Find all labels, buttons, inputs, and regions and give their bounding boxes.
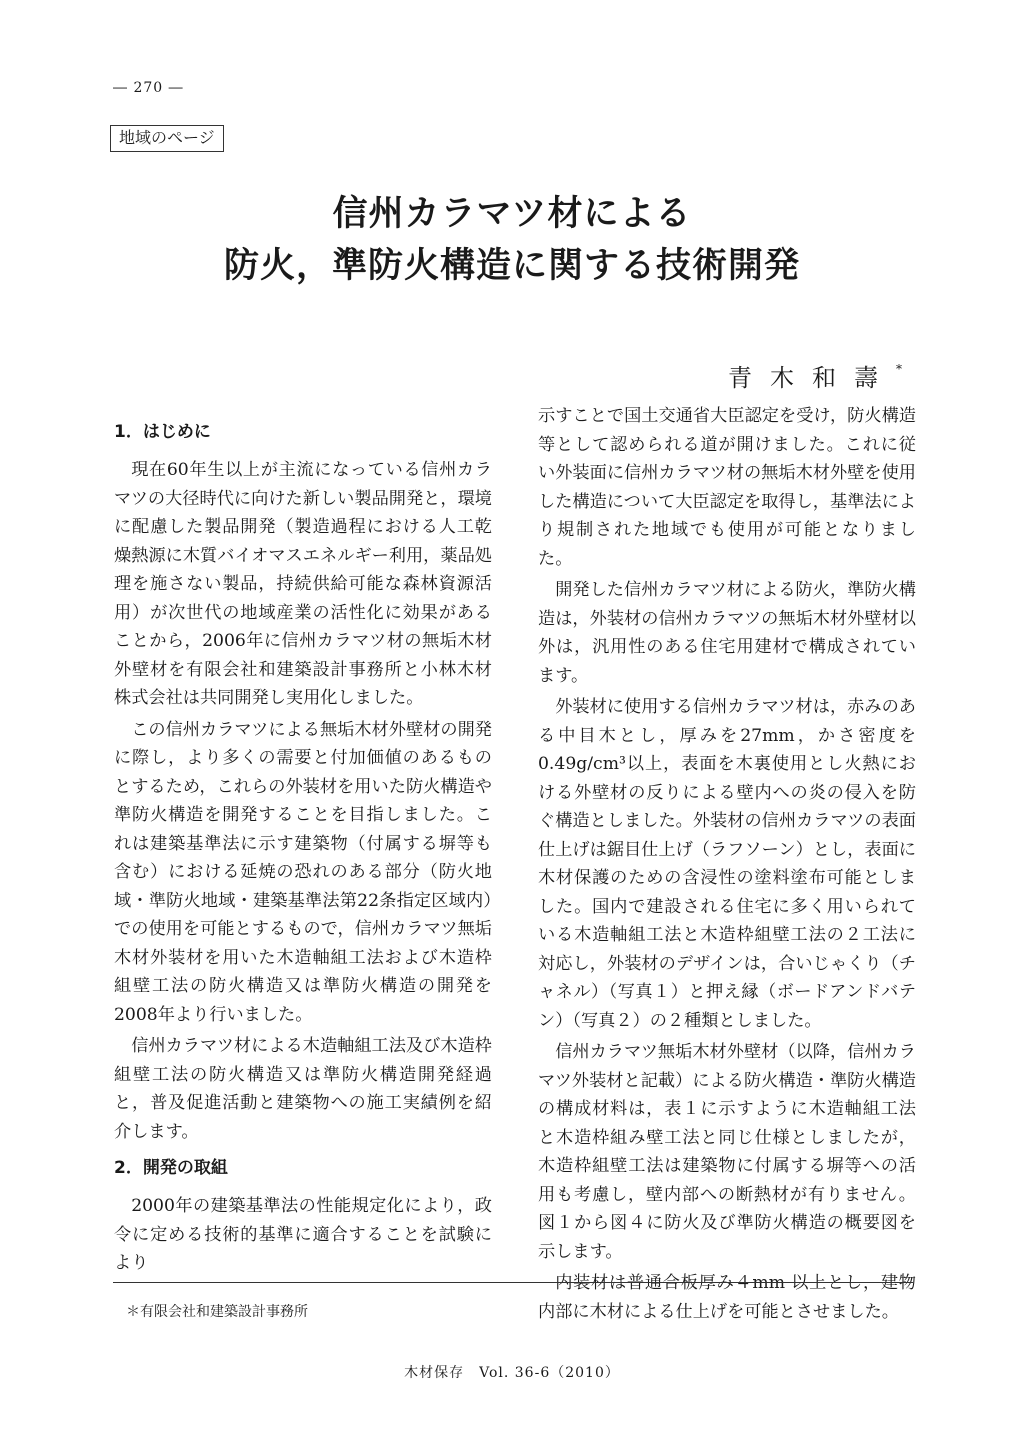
author-mark: * bbox=[896, 362, 902, 376]
paragraph: 外装材に使用する信州カラマツ材は，赤みのある中目木とし，厚みを27mm，かさ密度を0.49g/cm³以上，表面を木裏使用とし火熱における外壁材の反りによる壁内への炎の侵入を防ぐ構造としました。外装材の信州カラマツの表面仕上げは鋸目仕上げ（ラフソーン）とし，表面に木材保護のための含浸性の塗料塗布可能としました。国内で建設される住宅に多く用いられている木造軸組工法と木造枠組壁工法の２工法に対応し，外装材のデザインは，合いじゃくり（チャネル）（写真１）と押え縁（ボードアンドバテン）（写真２）の２種類としました。 bbox=[538, 697, 916, 1031]
section-tag: 地域のページ bbox=[110, 125, 224, 152]
paragraph: 2000年の建築基準法の性能規定化により，政令に定める技術的基準に適合することを試験により bbox=[114, 1196, 492, 1273]
paragraph: 信州カラマツ無垢木材外壁材（以降，信州カラマツ外装材と記載）による防火構造・準防火構造の構成材料は，表１に示すように木造軸組工法と木造枠組み壁工法と同じ仕様としましたが，木造枠組壁工法は建築物に付属する塀等への活用も考慮し，壁内部への断熱材が有りません。図１から図４に防火及び準防火構造の概要図を示します。 bbox=[538, 1042, 916, 1262]
paragraph: 現在60年生以上が主流になっている信州カラマツの大径時代に向けた新しい製品開発と，環境に配慮した製品開発（製造過程における人工乾燥熱源に木質バイオマスエネルギー利用，薬品処理を施さない製品，持続供給可能な森林資源活用）が次世代の地域産業の活性化に効果があることから，2006年に信州カラマツ材の無垢木材外壁材を有限会社和建築設計事務所と小林木材株式会社は共同開発し実用化しました。 bbox=[114, 460, 492, 708]
author-name: 青木和壽 bbox=[728, 364, 896, 392]
paragraph: 示すことで国土交通省大臣認定を受け，防火構造等として認められる道が開けました。これに従い外装面に信州カラマツ材の無垢木材外壁を使用した構造について大臣認定を取得し，基準法により規制された地域でも使用が可能となりました。 bbox=[538, 406, 916, 569]
title-line-2: 防火，準防火構造に関する技術開発 bbox=[223, 245, 800, 286]
page-number: ― 270 ― bbox=[113, 80, 184, 96]
left-column bbox=[114, 418, 492, 1281]
right-column bbox=[538, 402, 916, 1329]
author bbox=[728, 358, 902, 393]
paragraph: 開発した信州カラマツ材による防火，準防火構造は，外装材の信州カラマツの無垢木材外壁材以外は，汎用性のある住宅用建材で構成されています。 bbox=[538, 580, 916, 686]
section-heading-1: 1．はじめに bbox=[114, 422, 211, 442]
section-heading-2: 2．開発の取組 bbox=[114, 1158, 228, 1178]
footnote-divider bbox=[113, 1282, 913, 1283]
title-line-1: 信州カラマツ材による bbox=[332, 193, 692, 234]
article-title bbox=[0, 188, 1024, 292]
paragraph: 内装材は普通合板厚み４mm 以上とし，建物内部に木材による仕上げを可能とさせました。 bbox=[538, 1273, 916, 1322]
footnote: ＊有限会社和建築設計事務所 bbox=[126, 1304, 308, 1320]
journal-footer: 木材保存 Vol. 36-6（2010） bbox=[404, 1365, 620, 1381]
paragraph: この信州カラマツによる無垢木材外壁材の開発に際し，より多くの需要と付加価値のあるものとするため，これらの外装材を用いた防火構造や準防火構造を開発することを目指しました。これは建築基準法に示す建築物（付属する塀等も含む）における延焼の恐れのある部分（防火地域・準防火地域・建築基準法第22条指定区域内）での使用を可能とするもので，信州カラマツ無垢木材外装材を用いた木造軸組工法および木造枠組壁工法の防火構造又は準防火構造の開発を2008年より行いました。 bbox=[114, 719, 492, 1025]
paragraph: 信州カラマツ材による木造軸組工法及び木造枠組壁工法の防火構造又は準防火構造開発経過と，普及促進活動と建築物への施工実績例を紹介します。 bbox=[114, 1036, 492, 1142]
